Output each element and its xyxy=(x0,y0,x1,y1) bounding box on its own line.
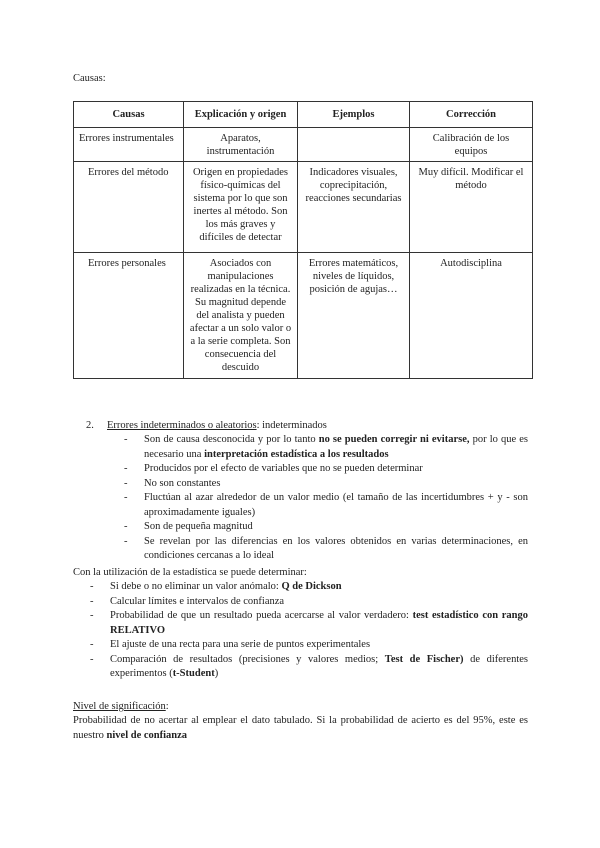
list-item: - Son de pequeña magnitud xyxy=(144,520,528,535)
cell-correction: Muy difícil. Modificar el método xyxy=(410,162,533,253)
list-item: - No son constantes xyxy=(144,477,528,492)
statistics-list xyxy=(110,580,528,682)
table-row xyxy=(74,162,533,253)
table-row xyxy=(74,253,533,379)
header-ejemplos: Ejemplos xyxy=(298,102,410,128)
significance-paragraph: Probabilidad de no acertar al emplear el dato tabulado. Si la probabilidad de acierto es del 95%, este es nuestro nivel de confianza xyxy=(73,715,528,741)
cell-cause: Errores personales xyxy=(74,253,184,379)
causes-table xyxy=(73,101,533,379)
list-item: - Fluctúan al azar alrededor de un valor medio (el tamaño de las incertidumbres + y - son aproximadamente iguales) xyxy=(144,491,528,520)
cell-examples: Errores matemáticos, niveles de líquidos, posición de agujas… xyxy=(298,253,410,379)
list-item: - Producidos por el efecto de variables que no se pueden determinar xyxy=(144,462,528,477)
random-errors-list xyxy=(144,433,528,564)
cell-cause: Errores instrumentales xyxy=(74,128,184,162)
section-title: Errores indeterminados o aleatorios xyxy=(107,420,257,431)
cell-examples xyxy=(298,128,410,162)
cell-examples: Indicadores visuales, coprecipitación, reacciones secundarias xyxy=(298,162,410,253)
significance-title: Nivel de significación: xyxy=(73,701,169,712)
table-header-row xyxy=(74,102,533,128)
table-row xyxy=(74,128,533,162)
cell-explanation: Aparatos, instrumentación xyxy=(184,128,298,162)
cell-explanation: Origen en propiedades físico-químicas del sistema por lo que son inertes al método. Son los más graves y difíciles de detectar xyxy=(184,162,298,253)
statistics-intro: Con la utilización de la estadística se puede determinar: xyxy=(73,567,307,578)
section-title-suffix: : indeterminados xyxy=(256,420,327,431)
list-item: - Probabilidad de que un resultado pueda acercarse al valor verdadero: test estadístico con rango RELATIVO xyxy=(110,609,528,638)
list-item: - Si debe o no eliminar un valor anómalo: Q de Dickson xyxy=(110,580,528,595)
list-item: - Son de causa desconocida y por lo tanto no se pueden corregir ni evitarse, por lo que es necesario una interpretación estadística a los resultados xyxy=(144,433,528,462)
cell-correction: Calibración de los equipos xyxy=(410,128,533,162)
cell-cause: Errores del método xyxy=(74,162,184,253)
section-2-title xyxy=(86,419,536,434)
cell-correction: Autodisciplina xyxy=(410,253,533,379)
list-item: - Comparación de resultados (precisiones y valores medios; Test de Fischer) de diferentes experimentos (t-Student) xyxy=(110,653,528,682)
list-item: - El ajuste de una recta para una serie de puntos experimentales xyxy=(110,638,528,653)
header-causas: Causas xyxy=(74,102,184,128)
list-item: - Calcular límites e intervalos de confianza xyxy=(110,595,528,610)
header-explicacion: Explicación y origen xyxy=(184,102,298,128)
list-item: - Se revelan por las diferencias en los valores obtenidos en varias determinaciones, en condiciones cercanas a lo ideal xyxy=(144,535,528,564)
cell-explanation: Asociados con manipulaciones realizadas en la técnica. Su magnitud depende del analista y pueden afectar a un solo valor o a la serie completa. Son consecuencia del descuido xyxy=(184,253,298,379)
header-correccion: Corrección xyxy=(410,102,533,128)
causes-heading: Causas: xyxy=(73,73,106,84)
section-number: 2. xyxy=(86,420,94,431)
